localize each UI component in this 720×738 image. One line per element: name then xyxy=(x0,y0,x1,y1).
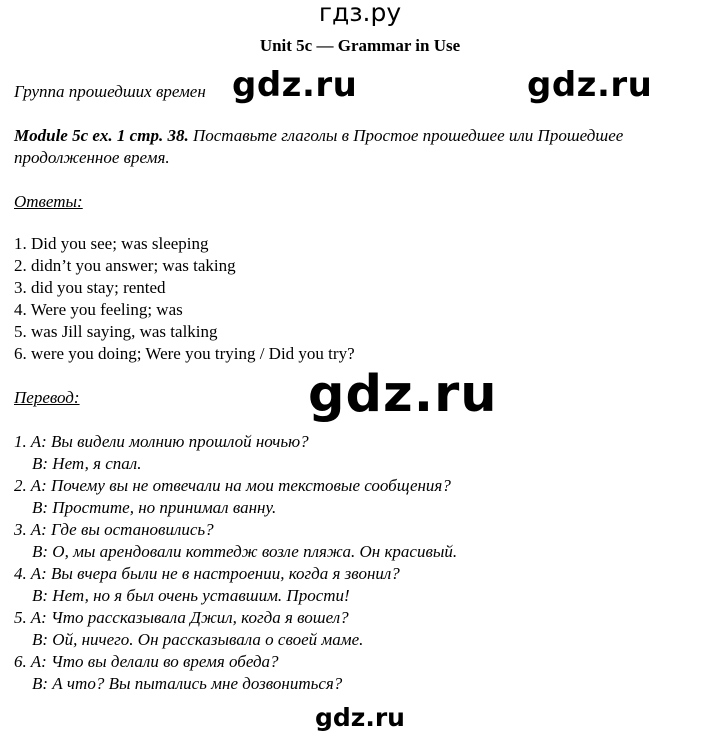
translation-line-a: 4. A: Вы вчера были не в настроении, когда я звонил? xyxy=(14,564,400,583)
translation-line-b: B: Ой, ничего. Он рассказывала о своей маме. xyxy=(32,630,364,649)
translation-line-b: B: А что? Вы пытались мне дозвониться? xyxy=(32,674,343,693)
translation-line-b: B: Нет, я спал. xyxy=(32,454,142,473)
watermark-footer: gdz.ru xyxy=(315,703,405,732)
task-ref: Module 5c ex. 1 стр. 38. xyxy=(14,126,189,145)
site-header: гдз.ру xyxy=(318,0,402,27)
task-instruction: Поставьте глаголы в Простое прошедшее или Прошедшее xyxy=(192,126,624,145)
group-label: Группа прошедших времен xyxy=(14,82,206,101)
answer-item: 2. didn’t you answer; was taking xyxy=(14,256,236,275)
unit-title: Unit 5c — Grammar in Use xyxy=(259,36,461,55)
translation-line-a: 2. A: Почему вы не отвечали на мои текстовые сообщения? xyxy=(14,476,451,495)
translation-line-a: 6. A: Что вы делали во время обеда? xyxy=(14,652,279,671)
translation-line-b: B: Простите, но принимал ванну. xyxy=(32,498,277,517)
translation-line-a: 3. A: Где вы остановились? xyxy=(14,520,214,539)
answer-item: 6. were you doing; Were you trying / Did you try? xyxy=(14,344,355,363)
translation-line-a: 5. A: Что рассказывала Джил, когда я вошел? xyxy=(14,608,349,627)
watermark-top-right: gdz.ru xyxy=(527,65,653,105)
task-line-2: продолженное время. xyxy=(14,148,170,167)
translation-line-b: B: О, мы арендовали коттедж возле пляжа. Он красивый. xyxy=(32,542,458,561)
answer-item: 1. Did you see; was sleeping xyxy=(14,234,209,253)
translation-line-b: B: Нет, но я был очень уставшим. Прости! xyxy=(32,586,350,605)
answer-item: 4. Were you feeling; was xyxy=(14,300,183,319)
answers-heading: Ответы: xyxy=(14,192,83,211)
task-line-1 xyxy=(14,125,623,147)
watermark-center: gdz.ru xyxy=(308,365,498,424)
watermark-top-left: gdz.ru xyxy=(232,65,358,105)
translation-heading: Перевод: xyxy=(14,388,80,407)
answer-item: 5. was Jill saying, was talking xyxy=(14,322,218,341)
answer-item: 3. did you stay; rented xyxy=(14,278,166,297)
translation-line-a: 1. A: Вы видели молнию прошлой ночью? xyxy=(14,432,309,451)
